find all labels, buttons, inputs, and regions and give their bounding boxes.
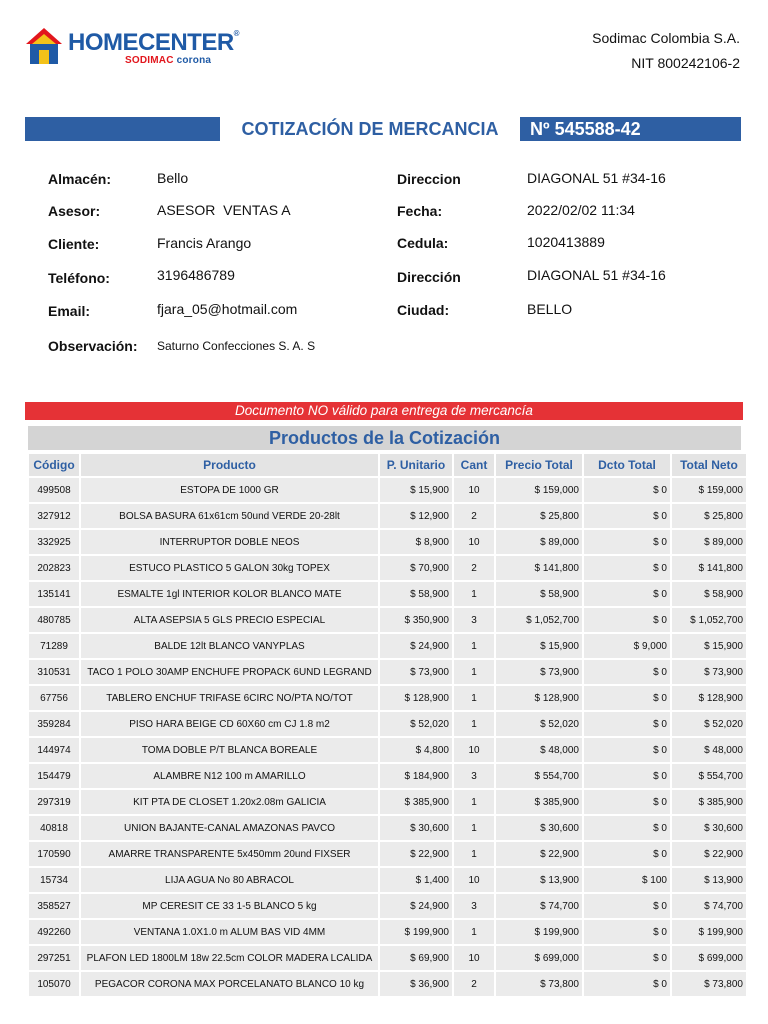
codigo-cell: 332925	[29, 530, 79, 554]
almacen-value: Bello	[157, 170, 189, 186]
producto-cell: AMARRE TRANSPARENTE 5x450mm 20und FIXSER	[81, 842, 378, 866]
table-row	[29, 712, 746, 736]
unitario-cell: $ 350,900	[380, 608, 452, 632]
unitario-cell: $ 15,900	[380, 478, 452, 502]
total-neto-cell: $ 25,800	[672, 504, 746, 528]
brand-name: HOMECENTER®	[68, 29, 240, 56]
table-row	[29, 894, 746, 918]
precio-total-cell: $ 25,800	[496, 504, 582, 528]
total-neto-cell: $ 89,000	[672, 530, 746, 554]
direccion-label: Direccion	[397, 171, 461, 187]
codigo-cell: 135141	[29, 582, 79, 606]
producto-cell: BOLSA BASURA 61x61cm 50und VERDE 20-28lt	[81, 504, 378, 528]
codigo-cell: 15734	[29, 868, 79, 892]
telefono-value: 3196486789	[157, 267, 235, 283]
unitario-cell: $ 12,900	[380, 504, 452, 528]
precio-total-cell: $ 128,900	[496, 686, 582, 710]
producto-cell: ALTA ASEPSIA 5 GLS PRECIO ESPECIAL	[81, 608, 378, 632]
dcto-total-cell: $ 0	[584, 712, 670, 736]
table-row	[29, 556, 746, 580]
precio-total-cell: $ 30,600	[496, 816, 582, 840]
precio-total-cell: $ 89,000	[496, 530, 582, 554]
house-logo-icon	[24, 26, 64, 66]
table-row	[29, 816, 746, 840]
table-row	[29, 738, 746, 762]
col-header-producto: Producto	[81, 454, 378, 476]
cant-cell: 1	[454, 712, 494, 736]
dcto-total-cell: $ 0	[584, 842, 670, 866]
dcto-total-cell: $ 0	[584, 686, 670, 710]
unitario-cell: $ 36,900	[380, 972, 452, 996]
cant-cell: 1	[454, 634, 494, 658]
total-neto-cell: $ 159,000	[672, 478, 746, 502]
table-row	[29, 660, 746, 684]
precio-total-cell: $ 385,900	[496, 790, 582, 814]
precio-total-cell: $ 58,900	[496, 582, 582, 606]
col-header-total-neto: Total Neto	[672, 454, 746, 476]
asesor-label: Asesor:	[48, 203, 101, 219]
total-neto-cell: $ 58,900	[672, 582, 746, 606]
table-row	[29, 920, 746, 944]
direccion2-label: Dirección	[397, 269, 461, 285]
producto-cell: TABLERO ENCHUF TRIFASE 6CIRC NO/PTA NO/TOT	[81, 686, 378, 710]
col-header-dcto-total: Dcto Total	[584, 454, 670, 476]
dcto-total-cell: $ 0	[584, 582, 670, 606]
dcto-total-cell: $ 0	[584, 972, 670, 996]
cant-cell: 2	[454, 556, 494, 580]
codigo-cell: 297319	[29, 790, 79, 814]
producto-cell: INTERRUPTOR DOBLE NEOS	[81, 530, 378, 554]
dcto-total-cell: $ 0	[584, 504, 670, 528]
codigo-cell: 297251	[29, 946, 79, 970]
producto-cell: PLAFON LED 1800LM 18w 22.5cm COLOR MADERA LCALIDA	[81, 946, 378, 970]
producto-cell: MP CERESIT CE 33 1-5 BLANCO 5 kg	[81, 894, 378, 918]
precio-total-cell: $ 73,800	[496, 972, 582, 996]
codigo-cell: 71289	[29, 634, 79, 658]
total-neto-cell: $ 52,020	[672, 712, 746, 736]
ciudad-value: BELLO	[527, 301, 573, 317]
total-neto-cell: $ 74,700	[672, 894, 746, 918]
precio-total-cell: $ 159,000	[496, 478, 582, 502]
almacen-label: Almacén:	[48, 171, 112, 187]
cant-cell: 1	[454, 582, 494, 606]
document-number: Nº 545588-42	[530, 119, 641, 139]
precio-total-cell: $ 699,000	[496, 946, 582, 970]
producto-cell: ESTOPA DE 1000 GR	[81, 478, 378, 502]
producto-cell: KIT PTA DE CLOSET 1.20x2.08m GALICIA	[81, 790, 378, 814]
table-row	[29, 686, 746, 710]
total-neto-cell: $ 128,900	[672, 686, 746, 710]
precio-total-cell: $ 22,900	[496, 842, 582, 866]
fecha-value: 2022/02/02 11:34	[527, 202, 635, 218]
cant-cell: 1	[454, 920, 494, 944]
direccion-value: DIAGONAL 51 #34-16	[527, 170, 666, 186]
products-title: Productos de la Cotización	[28, 426, 741, 450]
codigo-cell: 202823	[29, 556, 79, 580]
observacion-value: Saturno Confecciones S. A. S	[157, 339, 316, 353]
observacion-label: Observación:	[48, 338, 138, 354]
producto-cell: VENTANA 1.0X1.0 m ALUM BAS VID 4MM	[81, 920, 378, 944]
precio-total-cell: $ 199,900	[496, 920, 582, 944]
unitario-cell: $ 69,900	[380, 946, 452, 970]
dcto-total-cell: $ 0	[584, 894, 670, 918]
col-header-unitario: P. Unitario	[380, 454, 452, 476]
col-header-codigo: Código	[29, 454, 79, 476]
codigo-cell: 327912	[29, 504, 79, 528]
table-row	[29, 946, 746, 970]
producto-cell: PISO HARA BEIGE CD 60X60 cm CJ 1.8 m2	[81, 712, 378, 736]
direccion2-value: DIAGONAL 51 #34-16	[527, 267, 666, 283]
table-row	[29, 582, 746, 606]
precio-total-cell: $ 73,900	[496, 660, 582, 684]
unitario-cell: $ 24,900	[380, 894, 452, 918]
unitario-cell: $ 52,020	[380, 712, 452, 736]
producto-cell: ESMALTE 1gl INTERIOR KOLOR BLANCO MATE	[81, 582, 378, 606]
company-name: Sodimac Colombia S.A.	[592, 30, 740, 46]
codigo-cell: 170590	[29, 842, 79, 866]
codigo-cell: 492260	[29, 920, 79, 944]
producto-cell: TACO 1 POLO 30AMP ENCHUFE PROPACK 6UND LEGRAND	[81, 660, 378, 684]
codigo-cell: 499508	[29, 478, 79, 502]
cant-cell: 10	[454, 868, 494, 892]
cant-cell: 1	[454, 790, 494, 814]
total-neto-cell: $ 73,900	[672, 660, 746, 684]
precio-total-cell: $ 48,000	[496, 738, 582, 762]
unitario-cell: $ 128,900	[380, 686, 452, 710]
total-neto-cell: $ 13,900	[672, 868, 746, 892]
total-neto-cell: $ 199,900	[672, 920, 746, 944]
cedula-label: Cedula:	[397, 235, 449, 251]
unitario-cell: $ 58,900	[380, 582, 452, 606]
precio-total-cell: $ 554,700	[496, 764, 582, 788]
total-neto-cell: $ 73,800	[672, 972, 746, 996]
cant-cell: 2	[454, 504, 494, 528]
table-row	[29, 764, 746, 788]
homecenter-logo	[24, 26, 240, 72]
total-neto-cell: $ 385,900	[672, 790, 746, 814]
unitario-cell: $ 199,900	[380, 920, 452, 944]
cant-cell: 3	[454, 894, 494, 918]
dcto-total-cell: $ 0	[584, 478, 670, 502]
unitario-cell: $ 184,900	[380, 764, 452, 788]
dcto-total-cell: $ 0	[584, 608, 670, 632]
email-label: Email:	[48, 303, 91, 319]
total-neto-cell: $ 699,000	[672, 946, 746, 970]
cant-cell: 3	[454, 608, 494, 632]
col-header-cant: Cant	[454, 454, 494, 476]
table-row	[29, 608, 746, 632]
dcto-total-cell: $ 0	[584, 946, 670, 970]
document-title: COTIZACIÓN DE MERCANCIA	[241, 119, 499, 139]
dcto-total-cell: $ 0	[584, 790, 670, 814]
precio-total-cell: $ 15,900	[496, 634, 582, 658]
table-header-row	[29, 454, 746, 476]
dcto-total-cell: $ 0	[584, 530, 670, 554]
producto-cell: PEGACOR CORONA MAX PORCELANATO BLANCO 10 kg	[81, 972, 378, 996]
products-table	[27, 452, 748, 998]
codigo-cell: 154479	[29, 764, 79, 788]
unitario-cell: $ 24,900	[380, 634, 452, 658]
codigo-cell: 310531	[29, 660, 79, 684]
cliente-value: Francis Arango	[157, 235, 252, 251]
precio-total-cell: $ 74,700	[496, 894, 582, 918]
unitario-cell: $ 8,900	[380, 530, 452, 554]
unitario-cell: $ 22,900	[380, 842, 452, 866]
unitario-cell: $ 73,900	[380, 660, 452, 684]
dcto-total-cell: $ 0	[584, 764, 670, 788]
producto-cell: UNION BAJANTE-CANAL AMAZONAS PAVCO	[81, 816, 378, 840]
unitario-cell: $ 30,600	[380, 816, 452, 840]
cant-cell: 10	[454, 530, 494, 554]
telefono-label: Teléfono:	[48, 270, 110, 286]
total-neto-cell: $ 141,800	[672, 556, 746, 580]
codigo-cell: 358527	[29, 894, 79, 918]
total-neto-cell: $ 22,900	[672, 842, 746, 866]
codigo-cell: 67756	[29, 686, 79, 710]
dcto-total-cell: $ 100	[584, 868, 670, 892]
codigo-cell: 359284	[29, 712, 79, 736]
cant-cell: 1	[454, 842, 494, 866]
codigo-cell: 40818	[29, 816, 79, 840]
table-row	[29, 634, 746, 658]
cant-cell: 1	[454, 816, 494, 840]
company-info	[592, 26, 740, 76]
table-row	[29, 790, 746, 814]
unitario-cell: $ 385,900	[380, 790, 452, 814]
fecha-label: Fecha:	[397, 203, 443, 219]
cant-cell: 3	[454, 764, 494, 788]
ciudad-label: Ciudad:	[397, 302, 450, 318]
producto-cell: BALDE 12lt BLANCO VANYPLAS	[81, 634, 378, 658]
products-table-body	[29, 478, 746, 996]
codigo-cell: 480785	[29, 608, 79, 632]
dcto-total-cell: $ 0	[584, 816, 670, 840]
cliente-label: Cliente:	[48, 236, 100, 252]
cant-cell: 10	[454, 738, 494, 762]
brand-subline: SODIMAC corona	[125, 55, 212, 66]
precio-total-cell: $ 13,900	[496, 868, 582, 892]
precio-total-cell: $ 52,020	[496, 712, 582, 736]
invalid-document-banner: Documento NO válido para entrega de mercancía	[25, 402, 743, 420]
table-row	[29, 530, 746, 554]
unitario-cell: $ 70,900	[380, 556, 452, 580]
dcto-total-cell: $ 0	[584, 738, 670, 762]
cant-cell: 2	[454, 972, 494, 996]
cant-cell: 1	[454, 660, 494, 684]
table-row	[29, 868, 746, 892]
cant-cell: 1	[454, 686, 494, 710]
table-row	[29, 504, 746, 528]
cant-cell: 10	[454, 946, 494, 970]
total-neto-cell: $ 30,600	[672, 816, 746, 840]
unitario-cell: $ 4,800	[380, 738, 452, 762]
dcto-total-cell: $ 0	[584, 556, 670, 580]
dcto-total-cell: $ 0	[584, 660, 670, 684]
total-neto-cell: $ 15,900	[672, 634, 746, 658]
codigo-cell: 105070	[29, 972, 79, 996]
company-nit: NIT 800242106-2	[631, 55, 740, 71]
producto-cell: ESTUCO PLASTICO 5 GALON 30kg TOPEX	[81, 556, 378, 580]
total-neto-cell: $ 1,052,700	[672, 608, 746, 632]
table-row	[29, 842, 746, 866]
email-value: fjara_05@hotmail.com	[157, 301, 298, 317]
precio-total-cell: $ 1,052,700	[496, 608, 582, 632]
table-row	[29, 972, 746, 996]
total-neto-cell: $ 554,700	[672, 764, 746, 788]
producto-cell: ALAMBRE N12 100 m AMARILLO	[81, 764, 378, 788]
cant-cell: 10	[454, 478, 494, 502]
dcto-total-cell: $ 9,000	[584, 634, 670, 658]
dcto-total-cell: $ 0	[584, 920, 670, 944]
cedula-value: 1020413889	[527, 234, 605, 250]
col-header-precio-total: Precio Total	[496, 454, 582, 476]
total-neto-cell: $ 48,000	[672, 738, 746, 762]
asesor-value: ASESOR VENTAS A	[157, 202, 291, 218]
codigo-cell: 144974	[29, 738, 79, 762]
producto-cell: LIJA AGUA No 80 ABRACOL	[81, 868, 378, 892]
table-row	[29, 478, 746, 502]
producto-cell: TOMA DOBLE P/T BLANCA BOREALE	[81, 738, 378, 762]
precio-total-cell: $ 141,800	[496, 556, 582, 580]
document-title-bar	[25, 117, 741, 141]
unitario-cell: $ 1,400	[380, 868, 452, 892]
